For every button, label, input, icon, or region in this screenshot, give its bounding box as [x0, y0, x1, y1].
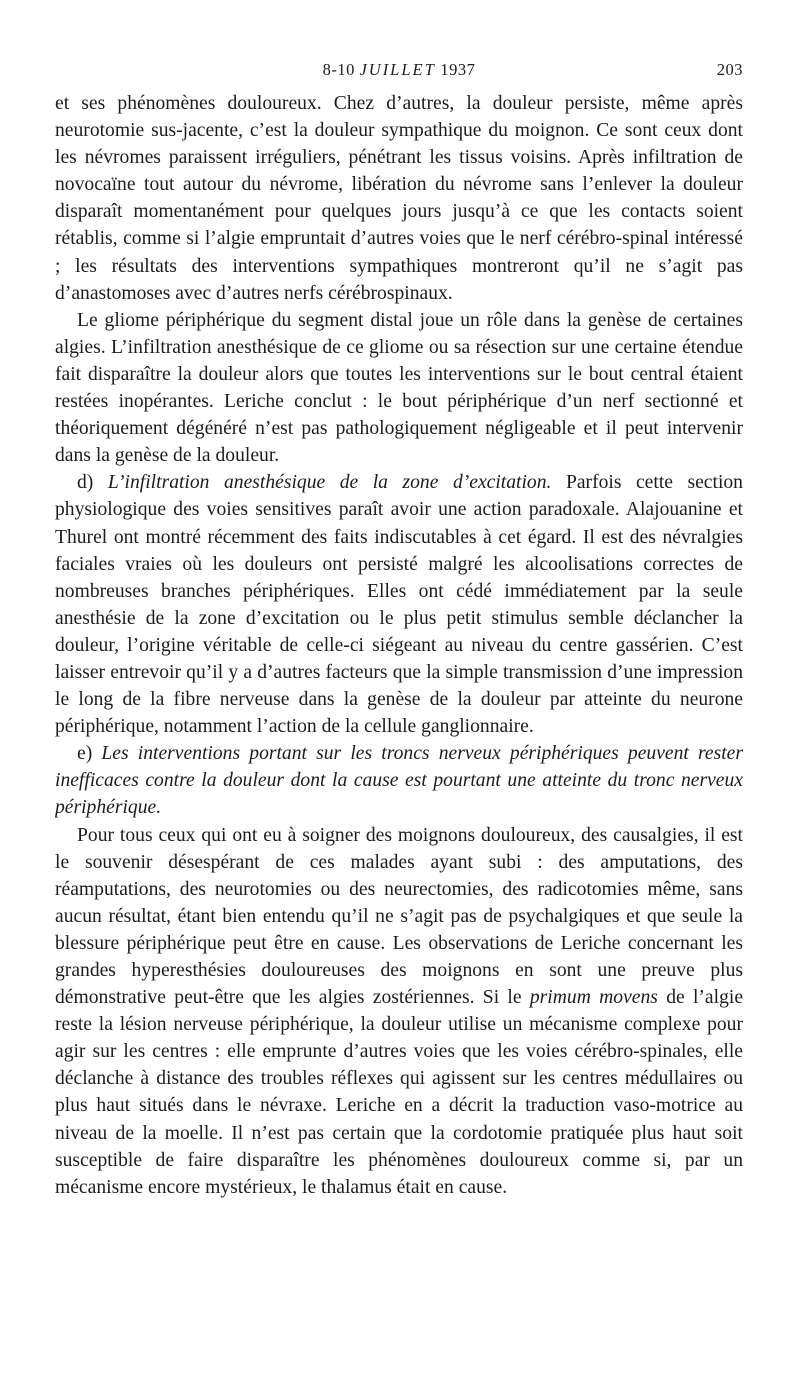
section-label: d) [77, 472, 94, 494]
journal-page [55, 56, 743, 1366]
paragraph-text: Pour tous ceux qui ont eu à soigner des moignons douloureux, des causalgies, il est le souvenir désespérant de ces malades ayant subi : des amputations, des réamputations, des neurotomies ou des neurectomies, des radicotomies même, sans aucun résultat, étant bien entendu qu’il ne s’agit pas de psychalgiques et que seule la blessure périphérique peut être en cause. Les observations de Leriche concernant les grandes hyperesthésies douloureuses des moignons en sont une preuve plus démonstrative peut-être que les algies zostériennes. Si le [55, 824, 743, 1009]
paragraph-text: et ses phénomènes douloureux. Chez d’autres, la douleur persiste, même après neurotomie sus-jacente, c’est la douleur sympathique du moignon. Ce sont ceux dont les névromes paraissent irréguliers, pénétrant les tissus voisins. Après infiltration de novocaïne tout autour du névrome, libération du névrome sans l’enlever la douleur disparaît momentanément pour quelques jours jusqu’à ce que les contacts soient rétablis, comme si l’algie empruntait d’autres voies que le nerf cérébro-spinal intéressé ; les résultats des interventions sympathiques montreront qu’il ne s’agit pas d’anastomoses avec d’autres nerfs cérébrospinaux. [55, 93, 743, 304]
article-body [55, 90, 743, 1201]
section-heading: Les interventions portant sur les troncs nerveux périphériques peuvent rester inefficaces contre la douleur dont la cause est pourtant une atteinte du tronc nerveux périphérique. [55, 743, 743, 819]
page-number: 203 [716, 60, 743, 79]
paragraph-text: de l’algie reste la lésion nerveuse périphérique, la douleur utilise un mécanisme complexe pour agir sur les centres : elle emprunte d’autres voies que les voies cérébro-spinales, elle déclanche à distance des troubles réflexes qui agissent sur les centres médullaires ou plus haut situés dans le névraxe. Leriche en a décrit la traduction vaso-motrice au niveau de la moelle. Il n’est pas certain que la cordotomie pratiquée plus haut soit susceptible de faire disparaître les phénomènes douloureux comme si, par un mécanisme encore mystérieux, le thalamus était en cause. [55, 987, 743, 1198]
paragraph-section-d [55, 469, 743, 740]
section-label: e) [77, 743, 93, 765]
latin-term: primum movens [529, 987, 658, 1009]
section-heading: L’infiltration anesthésique de la zone d’excitation. [107, 472, 552, 494]
paragraph-text: Parfois cette section physiologique des voies sensitives paraît avoir une action paradoxale. Alajouanine et Thurel ont montré récemment des faits indiscutables à cet égard. Il est des névralgies faciales vraies où les douleurs ont persisté malgré les alcoolisations correctes de nombreuses branches périphériques. Elles ont cédé immédiatement par la seule anesthésie de la zone d’excitation ou le plus petit stimulus semble déclancher la douleur, l’origine véritable de celle-ci siégeant au niveau du centre gassérien. C’est laisser entrevoir qu’il y a d’autres facteurs que la simple transmission d’une impression le long de la fibre nerveuse dans la genèse de la douleur par atteinte du neurone périphérique, notamment l’action de la cellule ganglionnaire. [55, 472, 743, 738]
issue-month: JUILLET [359, 60, 436, 79]
running-head-title [55, 60, 743, 80]
paragraph-causalgies [55, 822, 743, 1201]
issue-date-prefix: 8-10 [322, 60, 355, 79]
running-head [55, 56, 743, 90]
paragraph-section-e [55, 740, 743, 821]
paragraph-gliome [55, 307, 743, 470]
paragraph-text: Le gliome périphérique du segment distal joue un rôle dans la genèse de certaines algies. L’infiltration anesthésique de ce gliome ou sa résection sur une certaine étendue fait disparaître la douleur alors que toutes les interventions sur le bout central étaient restées inopérantes. Leriche conclut : le bout périphérique d’un nerf sectionné et théoriquement dégénéré n’est pas pathologiquement négligeable et il peut intervenir dans la genèse de la douleur. [55, 309, 743, 467]
paragraph-neurotomie [55, 90, 743, 307]
issue-year: 1937 [440, 60, 476, 79]
